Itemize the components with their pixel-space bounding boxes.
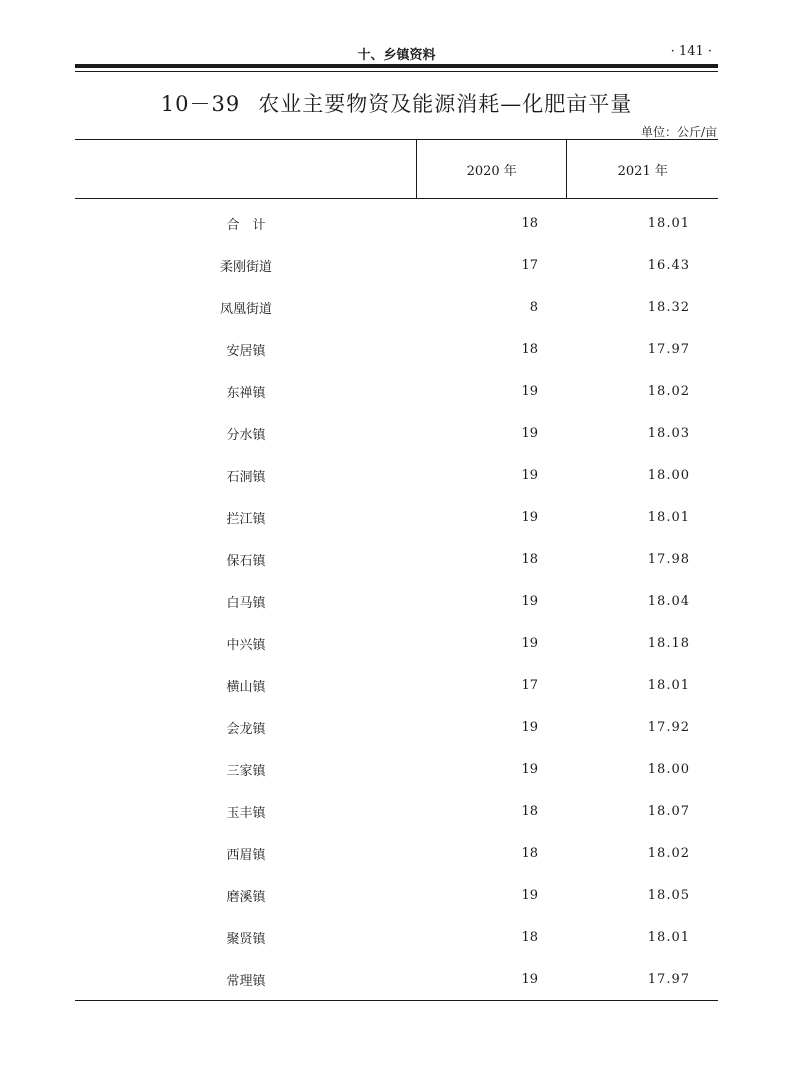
table-title — [75, 88, 718, 118]
value-2021: 17.97 — [647, 341, 690, 357]
section-title: 十、乡镇资料 — [357, 48, 436, 63]
value-2020: 19 — [521, 467, 538, 483]
table-row — [75, 328, 718, 370]
row-name: 白马镇 — [226, 595, 266, 611]
table-row — [75, 580, 718, 622]
row-name: 安居镇 — [226, 343, 266, 359]
table-row — [75, 496, 718, 538]
value-2020: 17 — [521, 257, 538, 273]
running-header — [75, 44, 718, 62]
header-rule-thick — [75, 64, 718, 68]
table-title-text: 农业主要物资及能源消耗—化肥亩平量 — [258, 92, 633, 116]
value-2021: 18.00 — [647, 467, 690, 483]
row-name: 磨溪镇 — [226, 889, 266, 905]
row-name: 西眉镇 — [226, 847, 266, 863]
row-name: 横山镇 — [226, 679, 266, 695]
value-2020: 19 — [521, 719, 538, 735]
table-row — [75, 538, 718, 580]
table-header-row — [75, 140, 718, 199]
row-name: 分水镇 — [226, 427, 266, 443]
value-2021: 18.00 — [647, 761, 690, 777]
value-2021: 18.02 — [647, 845, 690, 861]
table-row — [75, 412, 718, 454]
value-2020: 19 — [521, 509, 538, 525]
value-2020: 18 — [521, 929, 538, 945]
value-2021: 17.98 — [647, 551, 690, 567]
table-row — [75, 664, 718, 706]
value-2021: 18.01 — [647, 929, 690, 945]
value-2020: 18 — [521, 341, 538, 357]
value-2021: 18.32 — [647, 299, 690, 315]
unit-label: 单位：公斤/亩 — [640, 125, 717, 139]
value-2021: 18.01 — [647, 677, 690, 693]
table-row — [75, 874, 718, 916]
row-name: 聚贤镇 — [226, 931, 266, 947]
value-2021: 18.07 — [647, 803, 690, 819]
table-row — [75, 370, 718, 412]
value-2020: 19 — [521, 425, 538, 441]
value-2021: 16.43 — [647, 257, 690, 273]
table-number: 10－39 — [160, 92, 241, 116]
table-row — [75, 706, 718, 748]
table-row — [75, 286, 718, 328]
value-2021: 18.01 — [647, 509, 690, 525]
value-2020: 19 — [521, 971, 538, 987]
value-2021: 17.97 — [647, 971, 690, 987]
table-row — [75, 832, 718, 874]
table-row — [75, 622, 718, 664]
value-2021: 18.01 — [647, 215, 690, 231]
row-name: 东禅镇 — [226, 385, 266, 401]
value-2020: 19 — [521, 383, 538, 399]
table-body — [75, 199, 718, 1000]
value-2020: 18 — [521, 845, 538, 861]
value-2020: 19 — [521, 887, 538, 903]
row-name: 中兴镇 — [226, 637, 266, 653]
row-name: 凤凰街道 — [219, 301, 272, 317]
data-table — [75, 139, 718, 1001]
value-2021: 18.03 — [647, 425, 690, 441]
value-2020: 8 — [529, 299, 538, 315]
row-name: 会龙镇 — [226, 721, 266, 737]
value-2021: 18.02 — [647, 383, 690, 399]
row-name: 石洞镇 — [226, 469, 266, 485]
row-name: 三家镇 — [226, 763, 266, 779]
row-name: 保石镇 — [226, 553, 266, 569]
table-row — [75, 916, 718, 958]
value-2020: 19 — [521, 761, 538, 777]
row-name: 柔刚街道 — [219, 259, 272, 275]
value-2021: 17.92 — [647, 719, 690, 735]
header-rule-thin — [75, 71, 718, 72]
table-row — [75, 454, 718, 496]
value-2020: 19 — [521, 593, 538, 609]
column-header-name — [75, 140, 416, 198]
row-name: 合 计 — [226, 217, 266, 233]
value-2021: 18.05 — [647, 887, 690, 903]
row-name: 常理镇 — [226, 973, 266, 989]
table-row — [75, 790, 718, 832]
table-row — [75, 748, 718, 790]
value-2020: 18 — [521, 215, 538, 231]
value-2021: 18.04 — [647, 593, 690, 609]
value-2020: 18 — [521, 803, 538, 819]
row-name: 玉丰镇 — [226, 805, 266, 821]
table-row — [75, 958, 718, 1000]
table-row — [75, 244, 718, 286]
column-header-2021: 2021 年 — [566, 140, 718, 198]
column-header-2020: 2020 年 — [416, 140, 567, 198]
table-row — [75, 202, 718, 244]
row-name: 拦江镇 — [226, 511, 266, 527]
value-2020: 17 — [521, 677, 538, 693]
value-2021: 18.18 — [647, 635, 690, 651]
value-2020: 19 — [521, 635, 538, 651]
value-2020: 18 — [521, 551, 538, 567]
page-number: · 141 · — [670, 44, 712, 59]
